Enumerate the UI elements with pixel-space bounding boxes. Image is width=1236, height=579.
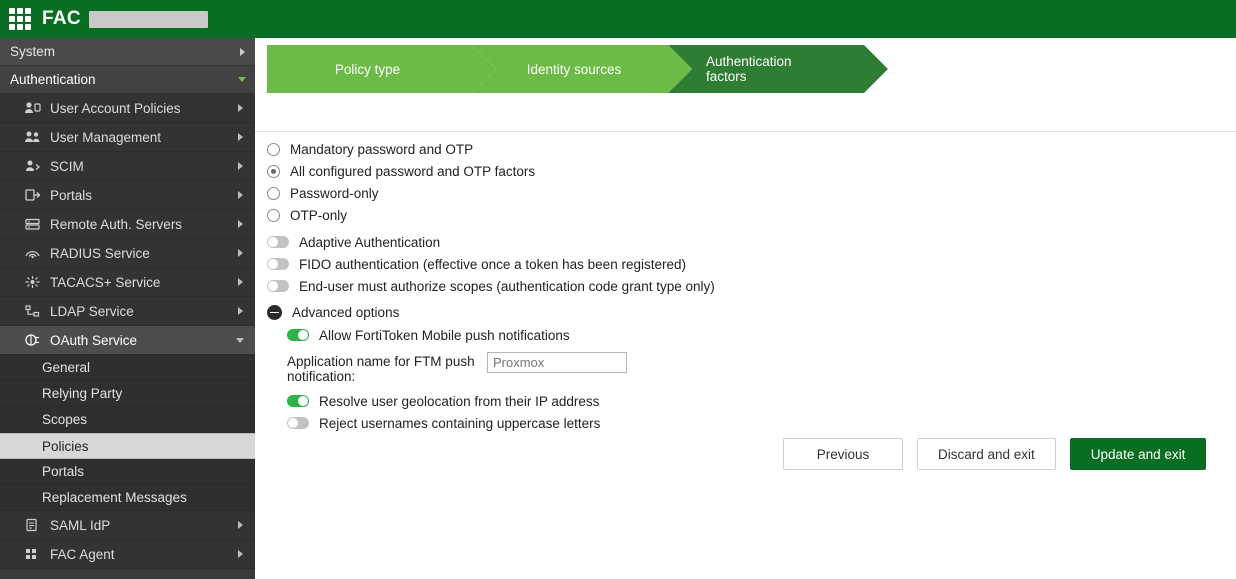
sidebar-item-label: System: [10, 44, 56, 59]
redacted-hostname: [89, 11, 208, 28]
sidebar-item-label: Portals: [50, 187, 93, 203]
sidebar-item-label: User Account Policies: [50, 100, 181, 116]
ldap-icon: [22, 303, 42, 319]
wizard-step-identity-sources[interactable]: [472, 45, 668, 93]
option-all-configured-password-otp[interactable]: [267, 160, 1217, 182]
sidebar-item-label: FAC Agent: [50, 546, 115, 562]
top-bar: [0, 0, 1236, 38]
sidebar-item-label: TACACS+ Service: [50, 274, 161, 290]
option-otp-only[interactable]: [267, 204, 1217, 226]
form-actions: [783, 438, 1206, 470]
chevron-right-icon: [240, 48, 245, 56]
sidebar-subitem-label: Replacement Messages: [42, 490, 187, 505]
sidebar-item-fac-agent[interactable]: [0, 540, 255, 569]
chevron-right-icon: [238, 104, 243, 112]
radio-icon[interactable]: [267, 165, 280, 178]
chevron-down-icon: [238, 77, 246, 82]
sidebar-item-label: RADIUS Service: [50, 245, 150, 261]
option-label: OTP-only: [290, 207, 348, 223]
radio-icon[interactable]: [267, 209, 280, 222]
toggle-reject-uppercase-usernames[interactable]: [267, 412, 1217, 434]
chevron-down-icon: [236, 338, 244, 343]
sidebar-subitem-portals[interactable]: [0, 459, 255, 485]
collapse-minus-icon[interactable]: [267, 305, 282, 320]
sidebar-item-user-account-policies[interactable]: [0, 94, 255, 123]
toggle-switch-icon[interactable]: [267, 258, 289, 270]
header-divider: [255, 131, 1236, 132]
chevron-right-icon: [238, 521, 243, 529]
update-and-exit-button[interactable]: Update and exit: [1070, 438, 1207, 470]
server-icon: [22, 216, 42, 232]
scim-icon: [22, 158, 42, 174]
user-policy-icon: [22, 100, 42, 116]
toggle-switch-icon[interactable]: [287, 329, 309, 341]
sidebar-item-label: SCIM: [50, 158, 84, 174]
sidebar-subitem-label: Relying Party: [42, 386, 123, 401]
chevron-right-icon: [238, 133, 243, 141]
wizard-step-label: Identity sources: [526, 61, 622, 77]
sidebar-item-label: Authentication: [10, 72, 96, 87]
toggle-label: End-user must authorize scopes (authentication code grant type only): [299, 278, 715, 294]
wizard-step-label: Authentication factors: [706, 54, 792, 84]
sidebar-subitem-label: Portals: [42, 464, 85, 479]
sidebar-item-authentication[interactable]: [0, 66, 255, 94]
sidebar-item-label: Remote Auth. Servers: [50, 216, 183, 232]
ftm-app-name-row: [267, 352, 1217, 384]
sidebar-item-label: User Management: [50, 129, 162, 145]
sidebar-subitem-relying-party[interactable]: [0, 381, 255, 407]
auth-factors-form: [267, 138, 1217, 462]
toggle-authorize-scopes[interactable]: [267, 275, 1217, 297]
sidebar-item-remote-auth-servers[interactable]: [0, 210, 255, 239]
ftm-app-name-input[interactable]: [487, 352, 627, 373]
portal-icon: [22, 187, 42, 203]
toggle-switch-icon[interactable]: [267, 236, 289, 248]
option-label: All configured password and OTP factors: [290, 163, 536, 179]
wizard-step-authentication-factors[interactable]: [668, 45, 864, 93]
sidebar-item-oauth-service[interactable]: [0, 326, 255, 355]
sidebar-subitem-label: Policies: [42, 438, 89, 454]
sidebar-item-scim[interactable]: [0, 152, 255, 181]
advanced-options-label: Advanced options: [292, 304, 400, 320]
sidebar-item-portals[interactable]: [0, 181, 255, 210]
option-password-only[interactable]: [267, 182, 1217, 204]
radio-icon[interactable]: [267, 187, 280, 200]
chevron-right-icon: [238, 278, 243, 286]
step-arrow-icon: [472, 45, 496, 93]
sidebar-item-user-management[interactable]: [0, 123, 255, 152]
ftm-app-name-label: Application name for FTM push notification:: [287, 354, 475, 384]
sidebar: [0, 38, 255, 579]
chevron-right-icon: [238, 162, 243, 170]
chevron-right-icon: [238, 249, 243, 257]
sidebar-item-label: OAuth Service: [50, 332, 138, 348]
radius-icon: [22, 245, 42, 261]
sidebar-item-tacacs-service[interactable]: [0, 268, 255, 297]
sidebar-subitem-policies[interactable]: [0, 433, 255, 459]
toggle-label: Reject usernames containing uppercase letters: [319, 415, 601, 431]
sidebar-item-label: LDAP Service: [50, 303, 134, 319]
radio-icon[interactable]: [267, 143, 280, 156]
option-mandatory-password-otp[interactable]: [267, 138, 1217, 160]
toggle-switch-icon[interactable]: [287, 395, 309, 407]
saml-icon: [22, 517, 42, 533]
toggle-switch-icon[interactable]: [267, 280, 289, 292]
sidebar-item-system[interactable]: [0, 38, 255, 66]
main-panel: [255, 38, 1236, 579]
sidebar-item-radius-service[interactable]: [0, 239, 255, 268]
tacacs-icon: [22, 274, 42, 290]
sidebar-subitem-replacement-messages[interactable]: [0, 485, 255, 511]
chevron-right-icon: [238, 550, 243, 558]
sidebar-subitem-scopes[interactable]: [0, 407, 255, 433]
app-logo-icon[interactable]: [9, 8, 31, 30]
toggle-switch-icon[interactable]: [287, 417, 309, 429]
wizard-steps: [267, 45, 864, 93]
toggle-label: FIDO authentication (effective once a token has been registered): [299, 256, 686, 272]
advanced-options-header[interactable]: [267, 300, 1217, 324]
chevron-right-icon: [238, 220, 243, 228]
toggle-label: Adaptive Authentication: [299, 234, 441, 250]
toggle-label: Allow FortiToken Mobile push notifications: [319, 327, 570, 343]
users-icon: [22, 129, 42, 145]
step-arrow-icon: [864, 45, 888, 93]
toggle-label: Resolve user geolocation from their IP address: [319, 393, 600, 409]
wizard-step-policy-type[interactable]: [267, 45, 472, 93]
brand-label: FAC: [42, 8, 81, 29]
previous-button[interactable]: Previous: [783, 438, 903, 470]
chevron-right-icon: [238, 307, 243, 315]
toggle-allow-ftm-push[interactable]: [267, 324, 1217, 346]
wizard-step-label: Policy type: [334, 61, 401, 77]
step-arrow-icon: [668, 45, 692, 93]
sidebar-subitem-label: General: [42, 360, 91, 375]
agent-icon: [22, 546, 42, 562]
toggle-fido-authentication[interactable]: [267, 253, 1217, 275]
sidebar-item-saml-idp[interactable]: [0, 511, 255, 540]
sidebar-subitem-label: Scopes: [42, 412, 88, 427]
toggle-resolve-geolocation[interactable]: [267, 390, 1217, 412]
toggle-adaptive-authentication[interactable]: [267, 231, 1217, 253]
option-label: Password-only: [290, 185, 379, 201]
chevron-right-icon: [238, 191, 243, 199]
sidebar-subitem-general[interactable]: [0, 355, 255, 381]
option-label: Mandatory password and OTP: [290, 141, 474, 157]
sidebar-item-ldap-service[interactable]: [0, 297, 255, 326]
sidebar-item-label: SAML IdP: [50, 517, 111, 533]
oauth-icon: [22, 332, 42, 348]
discard-and-exit-button[interactable]: Discard and exit: [917, 438, 1056, 470]
